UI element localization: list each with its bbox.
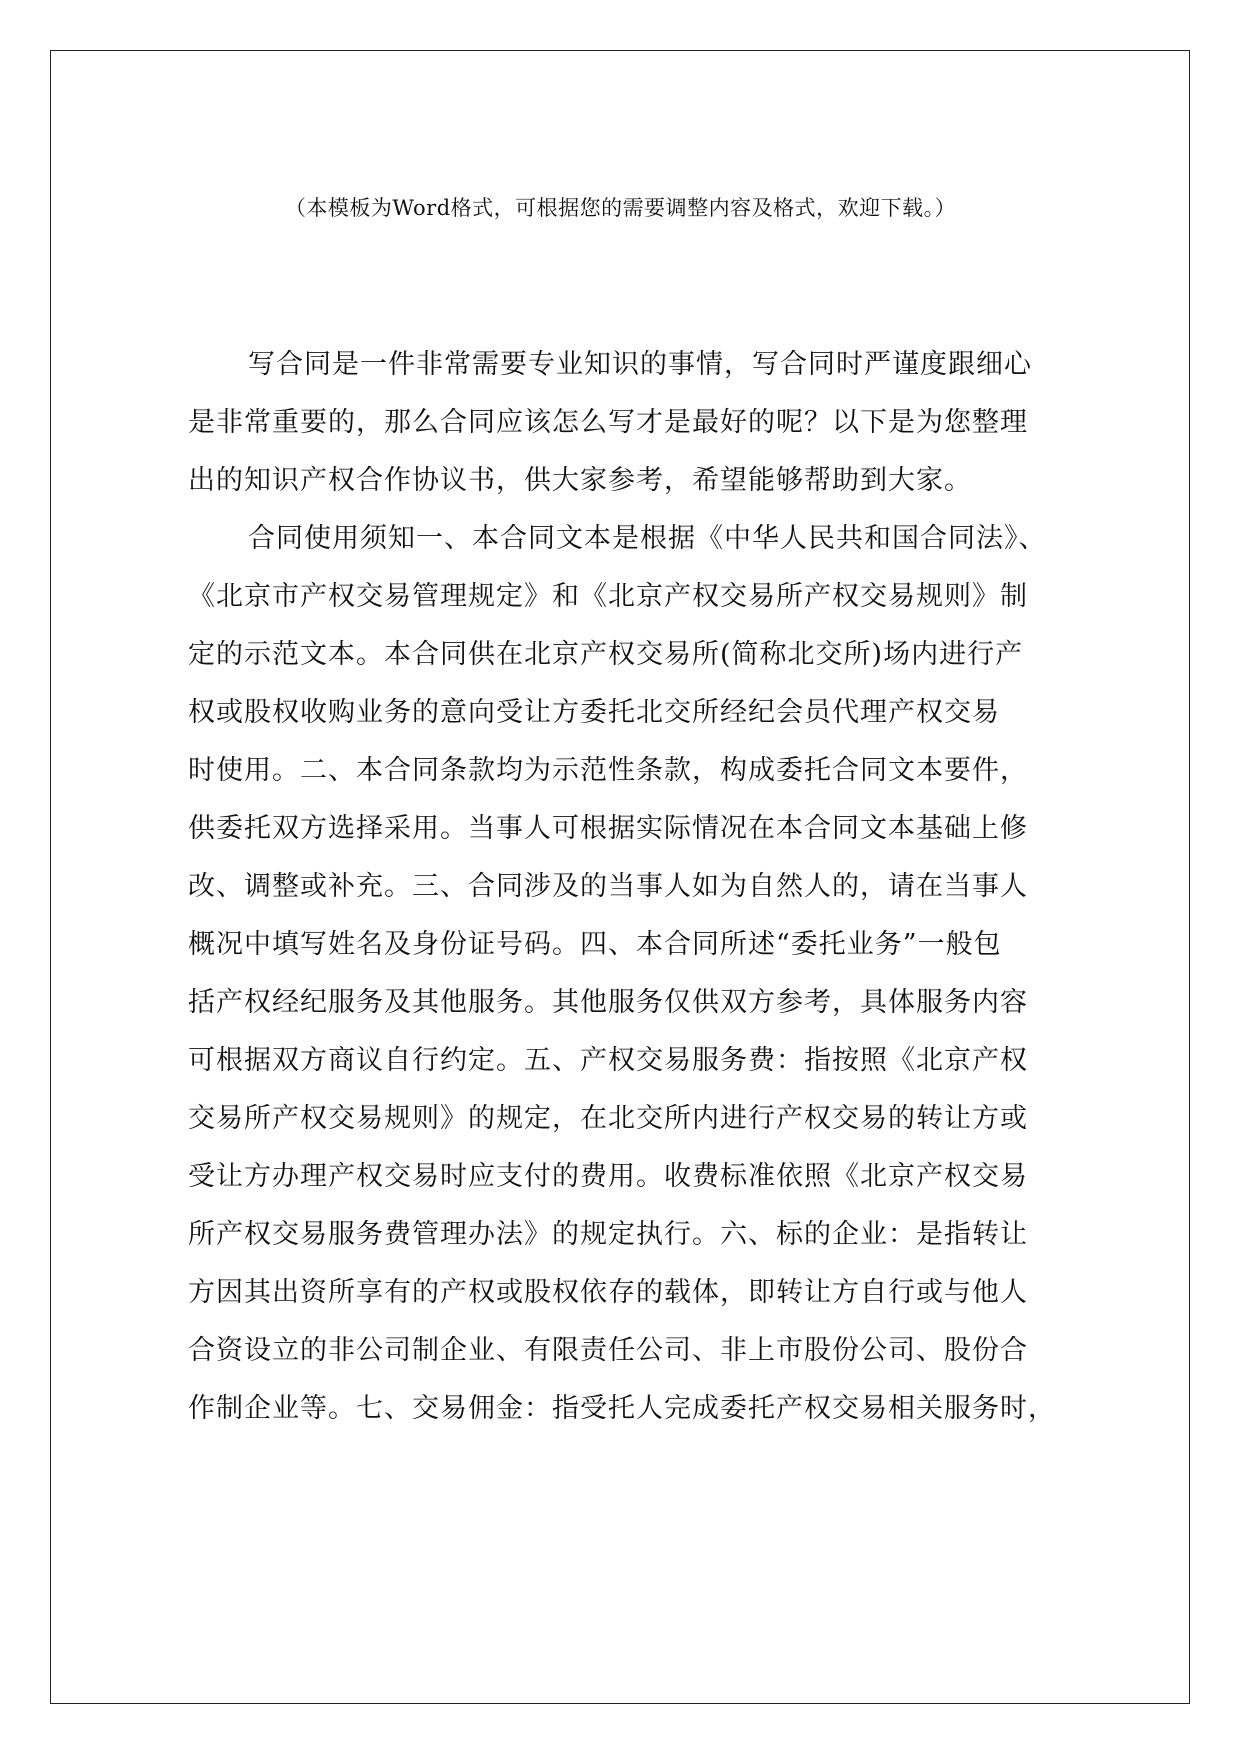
paragraph-line-6: 定的示范文本。本合同供在北京产权交易所(简称北交所)场内进行产 xyxy=(188,639,1024,670)
paragraph-line-11: 概况中填写姓名及身份证号码。四、本合同所述“委托业务”一般包 xyxy=(188,929,1002,960)
paragraph-line-4: 合同使用须知一、本合同文本是根据《中华人民共和国合同法》、 xyxy=(248,523,1047,554)
paragraph-line-9: 供委托双方选择采用。当事人可根据实际情况在本合同文本基础上修 xyxy=(188,813,1028,844)
paragraph-line-1: 写合同是一件非常需要专业知识的事情，写合同时严谨度跟细心 xyxy=(248,349,1032,380)
paragraph-line-16: 所产权交易服务费管理办法》的规定执行。六、标的企业：是指转让 xyxy=(188,1219,1028,1250)
paragraph-line-8: 时使用。二、本合同条款均为示范性条款，构成委托合同文本要件， xyxy=(188,755,1028,786)
paragraph-line-3: 出的知识产权合作协议书，供大家参考，希望能够帮助到大家。 xyxy=(188,465,972,496)
paragraph-line-15: 受让方办理产权交易时应支付的费用。收费标准依照《北京产权交易 xyxy=(188,1161,1028,1192)
paragraph-line-17: 方因其出资所享有的产权或股权依存的载体，即转让方自行或与他人 xyxy=(188,1277,1028,1308)
paragraph-line-12: 括产权经纪服务及其他服务。其他服务仅供双方参考，具体服务内容 xyxy=(188,987,1028,1018)
paragraph-line-19: 作制企业等。七、交易佣金：指受托人完成委托产权交易相关服务时， xyxy=(188,1393,1056,1424)
template-note: （本模板为Word格式，可根据您的需要调整内容及格式，欢迎下载。） xyxy=(284,196,957,220)
paragraph-line-5: 《北京市产权交易管理规定》和《北京产权交易所产权交易规则》制 xyxy=(188,581,1028,612)
paragraph-line-13: 可根据双方商议自行约定。五、产权交易服务费：指按照《北京产权 xyxy=(188,1045,1028,1076)
paragraph-line-2: 是非常重要的，那么合同应该怎么写才是最好的呢？以下是为您整理 xyxy=(188,407,1028,438)
paragraph-line-7: 权或股权收购业务的意向受让方委托北交所经纪会员代理产权交易 xyxy=(188,697,1000,728)
paragraph-line-10: 改、调整或补充。三、合同涉及的当事人如为自然人的，请在当事人 xyxy=(188,871,1028,902)
paragraph-line-14: 交易所产权交易规则》的规定，在北交所内进行产权交易的转让方或 xyxy=(188,1103,1028,1134)
paragraph-line-18: 合资设立的非公司制企业、有限责任公司、非上市股份公司、股份合 xyxy=(188,1335,1028,1366)
